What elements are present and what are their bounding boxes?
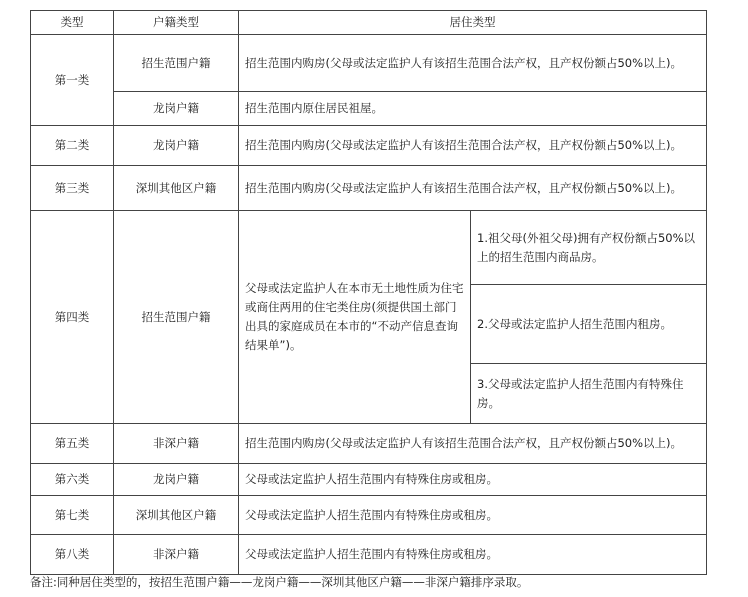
table-row — [31, 166, 707, 211]
sub-condition-cell: 3.父母或法定监护人招生范围内有特殊住房。 — [471, 364, 707, 424]
table-row — [31, 35, 707, 92]
table-row — [31, 464, 707, 496]
category-cell: 第八类 — [31, 535, 114, 575]
hukou-cell: 招生范围户籍 — [114, 211, 239, 424]
hukou-cell: 龙岗户籍 — [114, 464, 239, 496]
table-row — [31, 211, 707, 285]
footnote: 备注:同种居住类型的，按招生范围户籍——龙岗户籍——深圳其他区户籍——非深户籍排序录取。 — [30, 575, 529, 589]
category-cell: 第一类 — [31, 35, 114, 126]
residence-cell: 父母或法定监护人招生范围内有特殊住房或租房。 — [239, 464, 707, 496]
category-cell: 第六类 — [31, 464, 114, 496]
condition-cell: 父母或法定监护人在本市无土地性质为住宅或商住两用的住宅类住房(须提供国土部门出具的家庭成员在本市的“不动产信息查询结果单”)。 — [239, 211, 471, 424]
residence-cell: 招生范围内购房(父母或法定监护人有该招生范围合法产权，且产权份额占50%以上)。 — [239, 126, 707, 166]
table-row — [31, 92, 707, 126]
table-row — [31, 126, 707, 166]
enrollment-table — [30, 10, 707, 575]
hukou-cell: 非深户籍 — [114, 535, 239, 575]
hukou-cell: 龙岗户籍 — [114, 92, 239, 126]
hukou-cell: 招生范围户籍 — [114, 35, 239, 92]
category-cell: 第三类 — [31, 166, 114, 211]
sub-condition-cell: 2.父母或法定监护人招生范围内租房。 — [471, 285, 707, 364]
hukou-cell: 深圳其他区户籍 — [114, 166, 239, 211]
category-cell: 第七类 — [31, 496, 114, 535]
residence-cell: 招生范围内购房(父母或法定监护人有该招生范围合法产权，且产权份额占50%以上)。 — [239, 166, 707, 211]
category-cell: 第五类 — [31, 424, 114, 464]
table-row — [31, 424, 707, 464]
hukou-cell: 龙岗户籍 — [114, 126, 239, 166]
header-hukou: 户籍类型 — [114, 11, 239, 35]
category-cell: 第四类 — [31, 211, 114, 424]
header-residence: 居住类型 — [239, 11, 707, 35]
hukou-cell: 非深户籍 — [114, 424, 239, 464]
sub-condition-cell: 1.祖父母(外祖父母)拥有产权份额占50%以上的招生范围内商品房。 — [471, 211, 707, 285]
table-row — [31, 496, 707, 535]
hukou-cell: 深圳其他区户籍 — [114, 496, 239, 535]
residence-cell: 招生范围内原住居民祖屋。 — [239, 92, 707, 126]
residence-cell: 父母或法定监护人招生范围内有特殊住房或租房。 — [239, 496, 707, 535]
table-row — [31, 535, 707, 575]
header-row — [31, 11, 707, 35]
header-category: 类型 — [31, 11, 114, 35]
category-cell: 第二类 — [31, 126, 114, 166]
residence-cell: 招生范围内购房(父母或法定监护人有该招生范围合法产权，且产权份额占50%以上)。 — [239, 35, 707, 92]
residence-cell: 父母或法定监护人招生范围内有特殊住房或租房。 — [239, 535, 707, 575]
residence-cell: 招生范围内购房(父母或法定监护人有该招生范围合法产权，且产权份额占50%以上)。 — [239, 424, 707, 464]
